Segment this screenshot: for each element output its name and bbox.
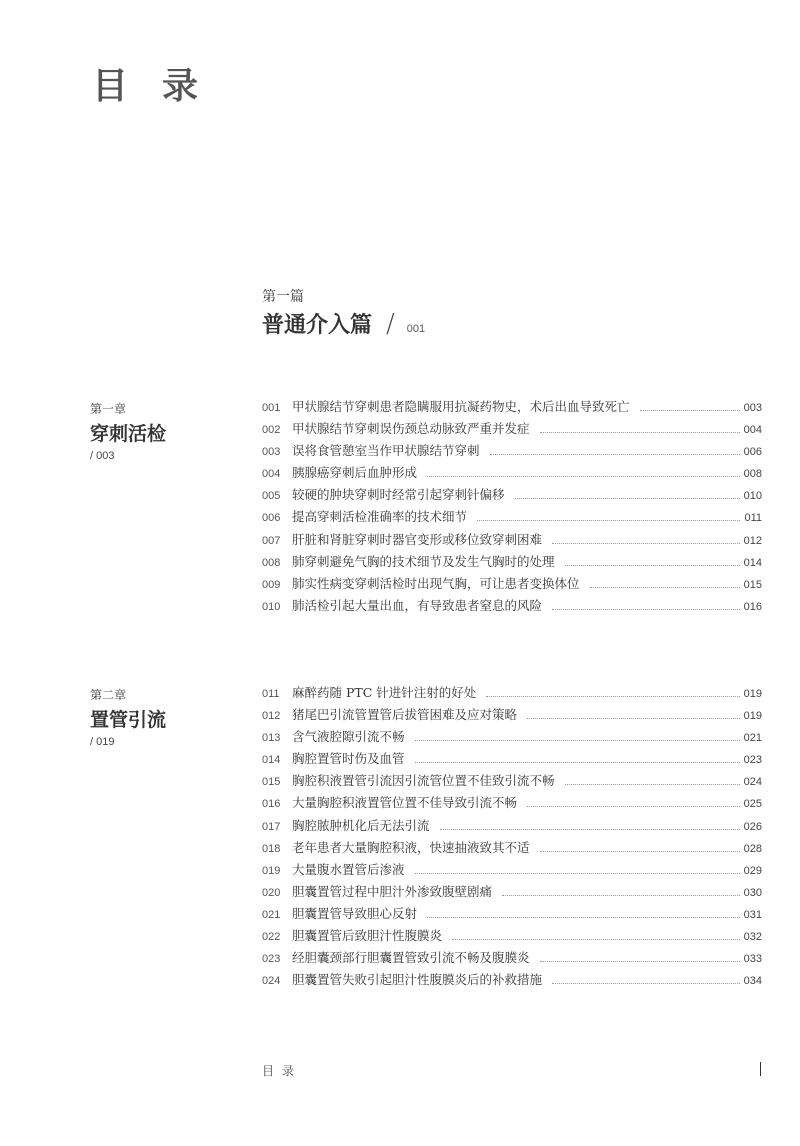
toc-entry-title: 胸腔脓肿机化后无法引流: [292, 817, 430, 833]
chapter-heading: [90, 686, 166, 748]
toc-entry-title: 肺活检引起大量出血，有导致患者窒息的风险: [292, 597, 543, 613]
toc-entry-page: 034: [743, 975, 762, 988]
toc-entry-page: 010: [743, 490, 762, 503]
part-heading: [262, 286, 425, 339]
toc-entry-page: 021: [743, 732, 762, 745]
toc-entry-number: 010: [262, 600, 281, 613]
toc-entry-number: 022: [262, 931, 281, 944]
toc-entry[interactable]: [262, 882, 762, 904]
chapter-label: 第一章: [90, 402, 127, 416]
page-title: 目录: [92, 65, 233, 107]
toc-entry[interactable]: [262, 574, 762, 596]
toc-entry[interactable]: [262, 463, 762, 485]
dot-leader: [440, 828, 740, 830]
toc-entry-page: 019: [743, 688, 762, 700]
dot-leader: [427, 475, 740, 477]
toc-entry-number: 020: [262, 886, 281, 899]
chapter-label: 第二章: [90, 688, 127, 702]
dot-leader: [540, 850, 740, 852]
toc-entry-number: 005: [262, 490, 281, 503]
toc-entry-page: 025: [743, 798, 762, 811]
footer-rule: [760, 1062, 761, 1076]
toc-entry-title: 大量腹水置管后渗液: [292, 861, 405, 877]
toc-entry[interactable]: [262, 771, 762, 793]
toc-entry-page: 016: [743, 600, 762, 613]
dot-leader: [415, 872, 740, 874]
toc-entry-page: 006: [743, 446, 762, 459]
toc-entry[interactable]: [262, 860, 762, 882]
toc-entry-title: 大量胸腔积液置管位置不佳导致引流不畅: [292, 795, 518, 811]
toc-entry-page: 004: [743, 424, 762, 437]
toc-entry-number: 013: [262, 732, 281, 745]
dot-leader: [540, 960, 740, 962]
toc-entry[interactable]: [262, 441, 762, 463]
toc-entry-number: 018: [262, 842, 281, 855]
toc-entry-page: 030: [743, 886, 762, 899]
toc-entry[interactable]: [262, 596, 762, 618]
toc-entry-title: 麻醉药随 PTC 针进针注射的好处: [292, 685, 477, 700]
chapter-heading: [90, 400, 166, 462]
toc-entry-number: 006: [262, 512, 281, 525]
toc-entry-title: 误将食管憩室当作甲状腺结节穿刺: [292, 443, 480, 459]
toc-entry-page: 023: [743, 754, 762, 767]
toc-entry-number: 021: [262, 908, 281, 921]
dot-leader: [527, 717, 740, 719]
toc-entry-number: 003: [262, 446, 281, 459]
toc-entry-title: 提高穿刺活检准确率的技术细节: [292, 509, 468, 525]
toc-entry-number: 019: [262, 864, 281, 877]
dot-leader: [486, 695, 739, 697]
dot-leader: [477, 519, 740, 521]
toc-entry[interactable]: [262, 683, 762, 705]
dot-leader: [427, 916, 740, 918]
toc-entry-title: 胆囊置管失败引起胆汁性腹膜炎后的补救措施: [292, 972, 543, 988]
toc-entry-number: 004: [262, 468, 281, 481]
toc-entry-list: [262, 397, 762, 618]
toc-entry-page: 015: [743, 578, 762, 591]
toc-entry[interactable]: [262, 749, 762, 771]
dot-leader: [640, 409, 740, 411]
toc-entry[interactable]: [262, 904, 762, 926]
dot-leader: [452, 938, 740, 940]
toc-entry-page: 031: [743, 908, 762, 921]
toc-entry-number: 017: [262, 820, 281, 833]
dot-leader: [415, 761, 740, 763]
dot-leader: [590, 586, 740, 588]
dot-leader: [515, 497, 740, 499]
chapter-title: 置管引流: [90, 709, 167, 731]
toc-entry-number: 001: [262, 402, 281, 414]
toc-entry-page: 014: [743, 556, 762, 569]
toc-entry[interactable]: [262, 816, 762, 838]
toc-entry[interactable]: [262, 970, 762, 992]
toc-entry-title: 胆囊置管导致胆心反射: [292, 905, 418, 921]
part-label: 第一篇: [262, 289, 304, 305]
toc-entry-title: 肝脏和肾脏穿刺时器官变形或移位致穿刺困难: [292, 531, 543, 547]
dot-leader: [540, 431, 740, 433]
toc-entry-title: 老年患者大量胸腔积液，快速抽液致其不适: [292, 839, 530, 855]
toc-entry[interactable]: [262, 838, 762, 860]
toc-entry-number: 024: [262, 975, 281, 988]
toc-entry-number: 023: [262, 953, 281, 966]
chapter-page: / 003: [90, 450, 115, 462]
toc-entry-title: 甲状腺结节穿刺误伤颈总动脉致严重并发症: [292, 421, 530, 437]
toc-entry-title: 肺实性病变穿刺活检时出现气胸，可让患者变换体位: [292, 575, 580, 591]
toc-entry-page: 029: [743, 864, 762, 877]
toc-entry-title: 肺穿刺避免气胸的技术细节及发生气胸时的处理: [292, 553, 555, 569]
toc-entry-title: 胆囊置管后致胆汁性腹膜炎: [292, 928, 443, 944]
toc-entry[interactable]: [262, 727, 762, 749]
dot-leader: [552, 982, 740, 984]
toc-entry-page: 033: [743, 953, 762, 966]
chapter-title: 穿刺活检: [90, 423, 167, 445]
toc-entry-page: 011: [744, 512, 762, 525]
toc-entry-number: 015: [262, 776, 281, 789]
toc-entry-page: 012: [743, 534, 762, 547]
toc-entry-number: 014: [262, 754, 281, 767]
part-title: 普通介入篇: [262, 312, 373, 338]
toc-entry-title: 猪尾巴引流管置管后拔管困难及应对策略: [292, 707, 518, 723]
toc-entry[interactable]: [262, 507, 762, 529]
dot-leader: [552, 542, 740, 544]
toc-entry-title: 含气液腔隙引流不畅: [292, 729, 405, 745]
toc-entry-page: 019: [743, 710, 762, 723]
toc-entry-title: 胰腺癌穿刺后血肿形成: [292, 465, 418, 481]
dot-leader: [565, 564, 740, 566]
footer-label: 目录: [262, 1064, 303, 1078]
chapter-page: / 019: [90, 736, 115, 748]
toc-entry-page: 032: [743, 931, 762, 944]
toc-entry-list: [262, 683, 762, 992]
toc-entry-title: 较硬的肿块穿刺时经常引起穿刺针偏移: [292, 487, 505, 503]
toc-entry[interactable]: [262, 948, 762, 970]
part-page-number: 001: [406, 323, 426, 335]
toc-entry-title: 胆囊置管过程中胆汁外渗致腹壁剧痛: [292, 883, 493, 899]
toc-entry[interactable]: [262, 419, 762, 441]
toc-entry-number: 007: [262, 534, 281, 547]
part-slash: /: [386, 309, 395, 339]
dot-leader: [490, 453, 740, 455]
toc-entry[interactable]: [262, 926, 762, 948]
toc-entry-number: 009: [262, 578, 281, 591]
toc-entry-number: 002: [262, 424, 281, 437]
toc-entry-page: 008: [743, 468, 762, 481]
toc-entry-number: 016: [262, 798, 281, 811]
toc-entry-title: 经胆囊颈部行胆囊置管致引流不畅及腹膜炎: [292, 950, 530, 966]
toc-entry-number: 008: [262, 556, 281, 569]
toc-entry-page: 026: [743, 820, 762, 833]
toc-entry[interactable]: [262, 530, 762, 552]
toc-entry-title: 胸腔置管时伤及血管: [292, 751, 405, 767]
toc-entry[interactable]: [262, 397, 762, 419]
dot-leader: [565, 783, 740, 785]
toc-entry[interactable]: [262, 552, 762, 574]
toc-entry-page: 003: [743, 402, 762, 414]
toc-entry[interactable]: [262, 793, 762, 815]
dot-leader: [527, 805, 740, 807]
toc-entry-title: 胸腔积液置管引流因引流管位置不佳致引流不畅: [292, 773, 555, 789]
toc-entry[interactable]: [262, 705, 762, 727]
dot-leader: [415, 739, 740, 741]
dot-leader: [552, 608, 740, 610]
toc-entry-number: 012: [262, 710, 281, 723]
toc-entry-page: 028: [743, 842, 762, 855]
toc-entry-title: 甲状腺结节穿刺患者隐瞒服用抗凝药物史，术后出血导致死亡: [292, 399, 630, 414]
dot-leader: [502, 894, 740, 896]
toc-entry-page: 024: [743, 776, 762, 789]
toc-entry-number: 011: [262, 688, 280, 700]
toc-entry[interactable]: [262, 485, 762, 507]
